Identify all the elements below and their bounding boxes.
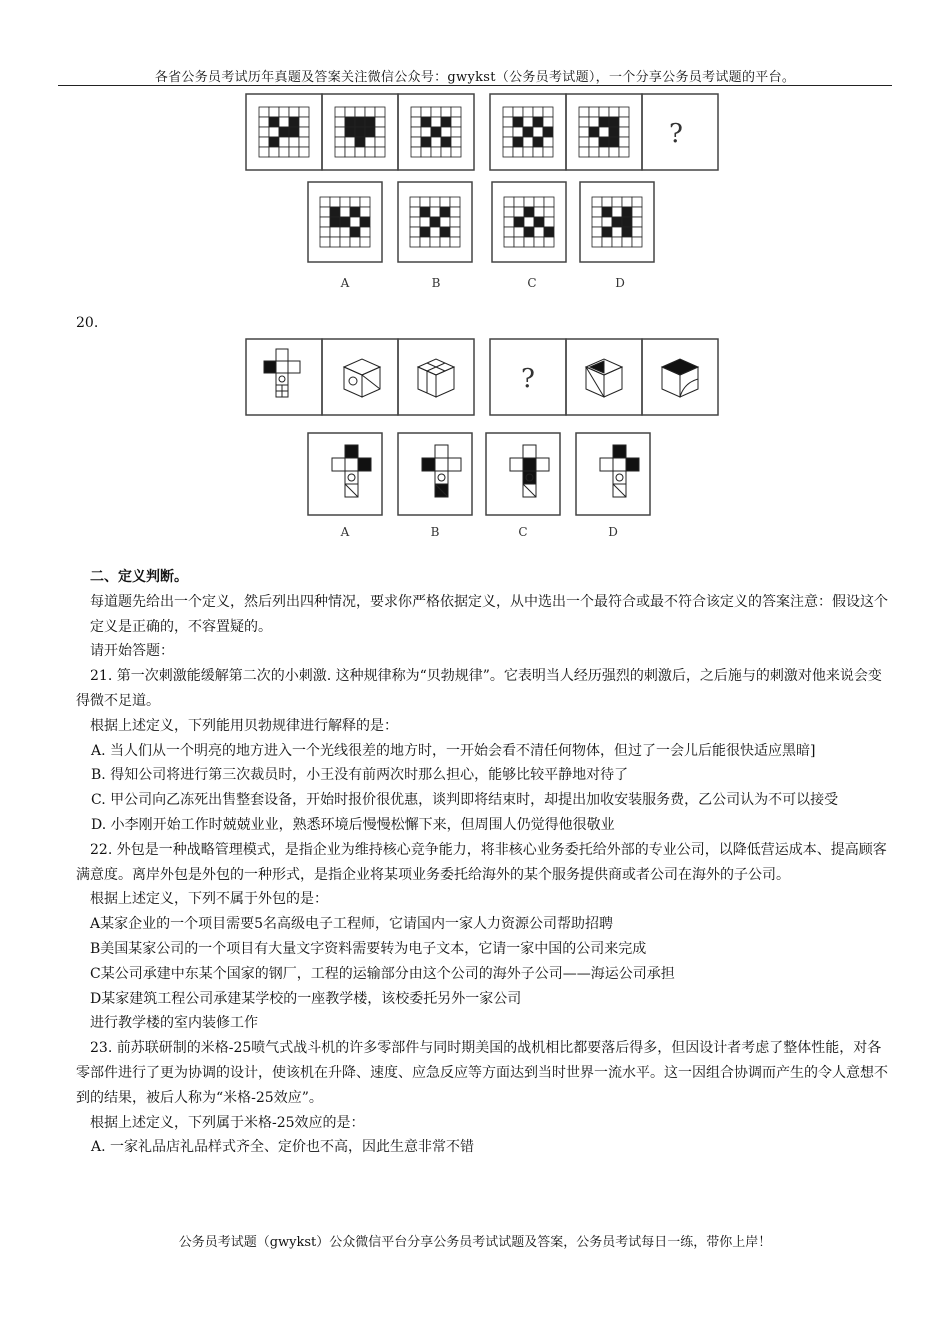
q21-option-d: D. 小李刚开始工作时兢兢业业，熟悉环境后慢慢松懈下来，但周围人仍觉得他很敬业 bbox=[91, 816, 615, 833]
q20-figure bbox=[240, 335, 730, 545]
q23-option-a: A. 一家礼品店礼品样式齐全、定价也不高，因此生意非常不错 bbox=[91, 1139, 475, 1156]
header-divider bbox=[58, 85, 892, 86]
q20-question-mark: ? bbox=[521, 364, 535, 394]
q20-option-net-c bbox=[510, 445, 549, 497]
q20-option-net-d bbox=[600, 445, 639, 497]
q19-grid-1 bbox=[259, 107, 309, 157]
page-header: 各省公务员考试历年真题及答案关注微信公众号：gwykst（公务员考试题），一个分享公务员考试题的平台。 bbox=[154, 70, 796, 85]
q22-option-b: B美国某家公司的一个项目有大量文字资料需要转为电子文本，它请一家中国的公司来完成 bbox=[90, 940, 647, 957]
q22-prompt: 根据上述定义，下列不属于外包的是： bbox=[90, 891, 328, 908]
q19-option-grid-d bbox=[592, 197, 642, 247]
q22-stem: 22. 外包是一种战略管理模式，是指企业为维持核心竞争能力，将非核心业务委托给外部的专业公司，以降低营运成本、提高顾客满意度。离岸外包是外包的一种形式，是指企业将某项业务委托给海外的某个服务提供商或者公司在海外的子公司。 bbox=[76, 841, 887, 883]
q21-stem: 21. 第一次刺激能缓解第二次的小刺激. 这种规律称为“贝勃规律”。它表明当人经历强烈的刺激后，之后施与的刺激对他来说会变得微不足道。 bbox=[76, 668, 882, 709]
q19-option-grid-b bbox=[410, 197, 460, 247]
q20-option-net-b bbox=[422, 445, 461, 497]
q19-option-label-a: A bbox=[340, 276, 350, 290]
q19-option-grid-c bbox=[504, 197, 554, 247]
section-start: 请开始答题： bbox=[90, 643, 174, 660]
q20-option-label-c: C bbox=[518, 525, 528, 539]
q20-frame-2 bbox=[322, 339, 398, 415]
q19-grid-3 bbox=[411, 107, 461, 157]
q21-option-b: B. 得知公司将进行第三次裁员时，小王没有前两次时那么担心，能够比较平静地对待了 bbox=[91, 767, 629, 784]
q20-cube-2-icon bbox=[418, 359, 454, 397]
q19-grid-2 bbox=[335, 107, 385, 157]
q20-option-label-a: A bbox=[340, 525, 350, 539]
q19-grid-4 bbox=[503, 107, 553, 157]
q20-cube-3-icon bbox=[586, 359, 622, 397]
q19-option-label-c: C bbox=[527, 276, 537, 290]
q19-figure bbox=[240, 90, 730, 300]
q20-number: 20. bbox=[76, 315, 99, 331]
q22-option-d-continued: 进行教学楼的室内装修工作 bbox=[90, 1015, 258, 1032]
q19-question-mark: ? bbox=[669, 119, 683, 149]
section-instructions: 每道题先给出一个定义，然后列出四种情况，要求你严格依据定义，从中选出一个最符合或最不符合该定义的答案注意：假设这个定义是正确的，不容置疑的。 bbox=[90, 593, 888, 635]
q19-option-label-b: B bbox=[431, 276, 441, 290]
q23-stem: 23. 前苏联研制的米格-25喷气式战斗机的许多零部件与同时期美国的战机相比都要落后得多，但因设计者考虑了整体性能，对各零部件进行了更为协调的设计，使该机在升降、速度、应急反应等方面达到当时世界一流水平。这一因组合协调而产生的令人意想不到的结果，被后人称为“米格-25效应”。 bbox=[76, 1040, 888, 1106]
section-title: 二、定义判断。 bbox=[90, 569, 188, 585]
q23-prompt: 根据上述定义，下列属于米格-25效应的是： bbox=[90, 1114, 365, 1131]
q19-option-label-d: D bbox=[615, 276, 625, 290]
q19-grid-5 bbox=[579, 107, 629, 157]
q21-prompt: 根据上述定义，下列能用贝勃规律进行解释的是： bbox=[90, 717, 398, 734]
q20-option-net-a bbox=[332, 445, 371, 497]
q22-option-d: D某家建筑工程公司承建某学校的一座教学楼，该校委托另外一家公司 bbox=[90, 990, 522, 1007]
body-text bbox=[76, 565, 894, 1160]
q20-option-label-d: D bbox=[608, 525, 618, 539]
q22-option-a: A某家企业的一个项目需要5名高级电子工程师，它请国内一家人力资源公司帮助招聘 bbox=[90, 916, 614, 933]
q20-cube-4-icon bbox=[662, 359, 698, 397]
q20-option-label-b: B bbox=[430, 525, 440, 539]
q22-option-c: C某公司承建中东某个国家的钢厂，工程的运输部分由这个公司的海外子公司——海运公司承担 bbox=[90, 965, 675, 982]
q20-cube-1-icon bbox=[344, 359, 380, 397]
page-footer: 公务员考试题（gwykst）公众微信平台分享公务员考试试题及答案，公务员考试每日一练，带你上岸！ bbox=[178, 1235, 772, 1250]
q20-net-icon bbox=[264, 349, 300, 397]
q19-option-grid-a bbox=[320, 197, 370, 247]
q21-option-c: C. 甲公司向乙冻死出售整套设备，开始时报价很优惠，谈判即将结束时，却提出加收安装服务费，乙公司认为不可以接受 bbox=[91, 792, 839, 809]
q21-option-a: A. 当人们从一个明亮的地方进入一个光线很差的地方时，一开始会看不清任何物体，但过了一会儿后能很快适应黑暗] bbox=[91, 742, 816, 759]
